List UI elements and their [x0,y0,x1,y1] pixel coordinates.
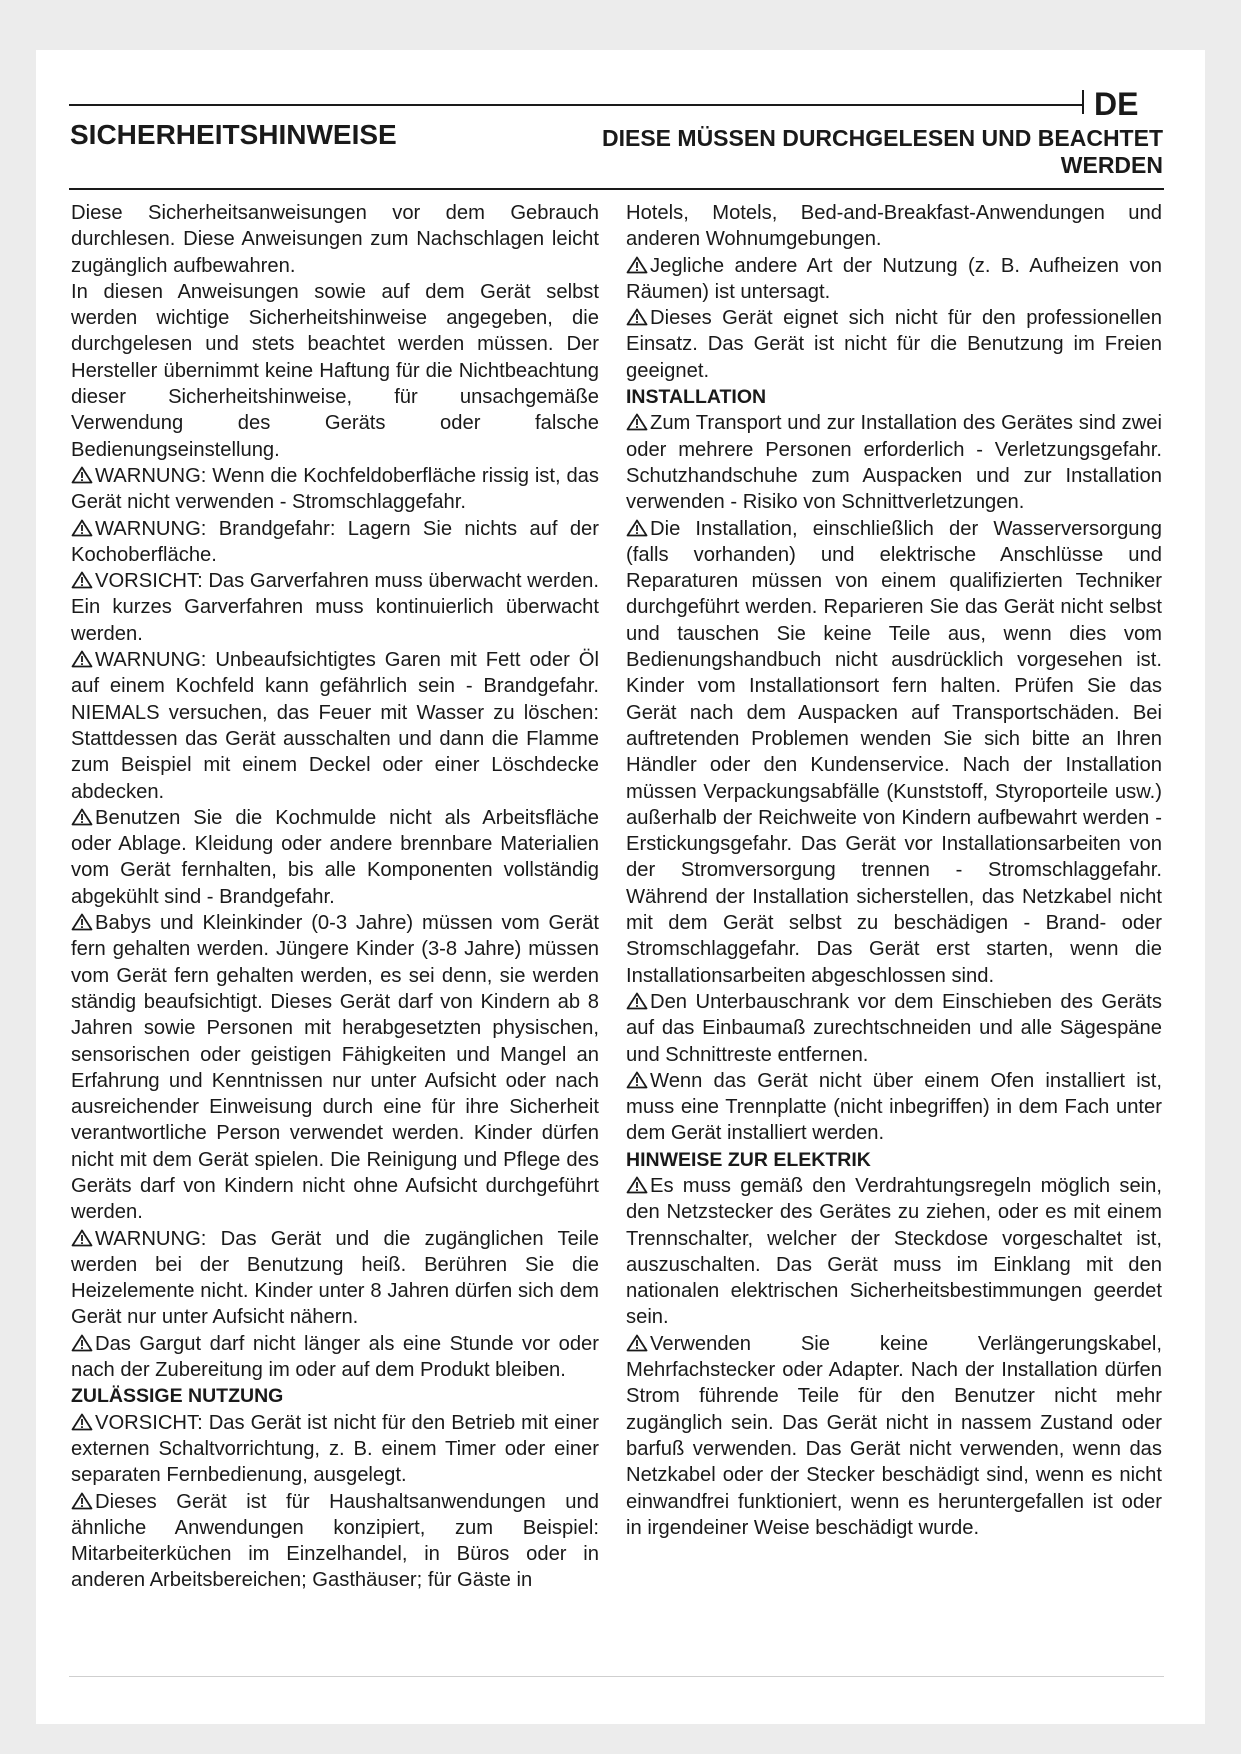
warning-paragraph [626,989,1162,1068]
warning-triangle-icon [626,519,648,537]
warning-paragraph [71,1226,599,1331]
section-heading-usage: ZULÄSSIGE NUTZUNG [71,1385,284,1408]
header-rule-top [69,104,1083,106]
paragraph: Diese Sicherheitsanweisungen vor dem Gebrauch durchlesen. Diese Anweisungen zum Nachschlagen leicht zugänglich aufbewahren. [71,202,599,277]
warning-paragraph [71,568,599,647]
paragraph: In diesen Anweisungen sowie auf dem Gerät selbst werden wichtige Sicherheitshinweise angegeben, die durchgelesen und stets beachtet werden müssen. Der Hersteller übernimmt keine Haftung für die Nichtbeachtung dieser Sicherheitshinweise, für unsachgemäße Verwendung des Geräts oder falsche Bedienungseinstellung. [71,280,599,461]
warning-paragraph [626,1173,1162,1331]
warning-triangle-icon [626,1334,648,1352]
section-heading-installation: INSTALLATION [626,386,767,409]
warning-triangle-icon [626,413,648,431]
warning-triangle-icon [626,256,648,274]
warning-paragraph [626,1331,1162,1541]
warning-triangle-icon [71,1229,93,1247]
paragraph-text: Babys und Kleinkinder (0-3 Jahre) müssen vom Gerät fern gehalten werden. Jüngere Kinder (3-8 Jahre) müssen vom Gerät fern gehalten werden, es sei denn, sie werden ständig beaufsichtigt. Dieses Gerät darf von Kindern ab 8 Jahren sowie Personen mit herabgesetzten physischen, sensorischen oder geistigen Fähigkeiten und Mangel an Erfahrung und Kenntnissen nur unter Aufsicht oder nach ausreichender Einweisung durch eine für ihre Sicherheit verantwortliche Person verwendet werden. Kinder dürfen nicht mit dem Gerät spielen. Die Reinigung und Pflege des Geräts darf von Kindern nicht ohne Aufsicht durchgeführt werden. [71,912,599,1224]
language-code: DE [1094,86,1139,122]
warning-triangle-icon [626,1176,648,1194]
warning-triangle-icon [626,992,648,1010]
paragraph-text: WARNUNG: Unbeaufsichtigtes Garen mit Fett oder Öl auf einem Kochfeld kann gefährlich sein - Brandgefahr. NIEMALS versuchen, das Feuer mit Wasser zu löschen: Stattdessen das Gerät ausschalten und dann die Flamme zum Beispiel mit einem Deckel oder einer Löschdecke abdecken. [71,649,599,803]
paragraph-text: Den Unterbauschrank vor dem Einschieben des Geräts auf das Einbaumaß zurechtschneiden und alle Sägespäne und Schnittreste entfernen. [626,990,1162,1066]
warning-paragraph [71,1410,599,1489]
warning-paragraph [71,647,599,805]
paragraph-text: Dieses Gerät eignet sich nicht für den professionellen Einsatz. Das Gerät ist nicht für die Benutzung im Freien geeignet. [626,307,1162,382]
paragraph-text: WARNUNG: Wenn die Kochfeldoberfläche rissig ist, das Gerät nicht verwenden - Stromschlaggefahr. [71,464,599,514]
left-column [71,200,599,1594]
warning-triangle-icon [71,1413,93,1431]
paragraph-text: VORSICHT: Das Garverfahren muss überwacht werden. Ein kurzes Garverfahren muss kontinuierlich überwacht werden. [71,570,599,645]
paragraph-text: Die Installation, einschließlich der Wasserversorgung (falls vorhanden) und elektrische Anschlüsse und Reparaturen müssen von einem qualifizierten Techniker durchgeführt werden. Reparieren Sie das Gerät nicht selbst und tauschen Sie keine Teile aus, wenn dies vom Bedienungshandbuch nicht ausdrücklich vorgesehen ist. Kinder vom Installationsort fern halten. Prüfen Sie das Gerät nach dem Auspacken auf Transportschäden. Bei auftretenden Problemen wenden Sie sich bitte an Ihren Händler oder den Kundenservice. Nach der Installation müssen Verpackungsabfälle (Kunststoff, Styroporteile usw.) außerhalb der Reichweite von Kindern aufbewahrt werden - Erstickungsgefahr. Das Gerät vor Installationsarbeiten von der Stromversorgung trennen - Stromschlaggefahr. Während der Installation sicherstellen, das Netzkabel nicht mit dem Gerät selbst zu beschädigen - Brand- oder Stromschlaggefahr. Das Gerät erst starten, wenn die Installationsarbeiten abgeschlossen sind. [626,517,1162,987]
warning-triangle-icon [626,308,648,326]
paragraph-text: Zum Transport und zur Installation des Gerätes sind zwei oder mehrere Personen erforderlich - Verletzungsgefahr. Schutzhandschuhe zum Auspacken und zur Installation verwenden - Risiko von Schnittverletzungen. [626,412,1162,514]
warning-paragraph [71,910,599,1226]
warning-paragraph [71,463,599,516]
section-heading-electrical: HINWEISE ZUR ELEKTRIK [626,1148,871,1171]
warning-triangle-icon [71,571,93,589]
paragraph-text: Benutzen Sie die Kochmulde nicht als Arbeitsfläche oder Ablage. Kleidung oder andere brennbare Materialien vom Gerät fernhalten, bis alle Komponenten vollständig abgekühlt sind - Brandgefahr. [71,806,599,908]
warning-triangle-icon [71,1492,93,1510]
warning-paragraph [71,805,599,910]
page-title: SICHERHEITSHINWEISE [70,119,397,150]
paragraph-text: Es muss gemäß den Verdrahtungsregeln möglich sein, den Netzstecker des Gerätes zu ziehen, oder es mit einem Trennschalter, welcher der Steckdose vorgeschaltet ist, auszuschalten. Das Gerät muss im Einklang mit den nationalen elektrischen Sicherheitsbestimmungen geerdet sein. [626,1174,1162,1329]
paragraph-text: Wenn das Gerät nicht über einem Ofen installiert ist, muss eine Trennplatte (nicht inbegriffen) in dem Fach unter dem Gerät installiert werden. [626,1069,1162,1145]
paragraph-text: Dieses Gerät ist für Haushaltsanwendungen und ähnliche Anwendungen konzipiert, zum Beispiel: Mitarbeiterküchen im Einzelhandel, in Büros oder in anderen Arbeitsbereichen; Gasthäuser; für Gäste in [71,1490,599,1592]
warning-paragraph [626,516,1162,989]
warning-triangle-icon [71,466,93,484]
header-rule-tick [1082,90,1084,114]
warning-paragraph [626,410,1162,515]
paragraph-text: WARNUNG: Das Gerät und die zugänglichen Teile werden bei der Benutzung heiß. Berühren Sie die Heizelemente nicht. Kinder unter 8 Jahren dürfen sich dem Gerät nur unter Aufsicht nähern. [71,1227,599,1329]
warning-triangle-icon [71,519,93,537]
paragraph-text: Jegliche andere Art der Nutzung (z. B. Aufheizen von Räumen) ist untersagt. [626,254,1162,303]
warning-triangle-icon [71,913,93,931]
paragraph: Hotels, Motels, Bed-and-Breakfast-Anwendungen und anderen Wohnumgebungen. [626,202,1162,251]
paragraph-text: WARNUNG: Brandgefahr: Lagern Sie nichts auf der Kochoberfläche. [71,517,599,566]
paragraph-text: Das Gargut darf nicht länger als eine Stunde vor oder nach der Zubereitung im oder auf dem Produkt bleiben. [71,1332,599,1382]
warning-triangle-icon [626,1071,648,1089]
warning-paragraph [71,1331,599,1384]
right-column [626,200,1162,1541]
warning-triangle-icon [71,650,93,668]
warning-triangle-icon [71,1334,93,1352]
paragraph-text: VORSICHT: Das Gerät ist nicht für den Betrieb mit einer externen Schaltvorrichtung, z. B. einem Timer oder einer separaten Fernbedienung, ausgelegt. [71,1411,599,1487]
header-rule-bottom [69,188,1164,190]
warning-paragraph [626,1068,1162,1147]
warning-paragraph [626,305,1162,384]
warning-paragraph [626,253,1162,306]
warning-paragraph [71,516,599,569]
paragraph-text: Verwenden Sie keine Verlängerungskabel, Mehrfachstecker oder Adapter. Nach der Installation dürfen Strom führende Teile für den Benutzer nicht mehr zugänglich sein. Das Gerät nicht in nassem Zustand oder barfuß verwenden. Das Gerät nicht verwenden, wenn das Netzkabel oder der Stecker beschädigt sind, wenn es nicht einwandfrei funktioniert, wenn es heruntergefallen ist oder in irgendeiner Weise beschädigt wurde. [626,1332,1162,1539]
warning-paragraph [71,1489,599,1594]
footer-rule [69,1676,1164,1677]
page-subtitle: DIESE MÜSSEN DURCHGELESEN UND BEACHTET WERDEN [602,125,1163,178]
warning-triangle-icon [71,808,93,826]
